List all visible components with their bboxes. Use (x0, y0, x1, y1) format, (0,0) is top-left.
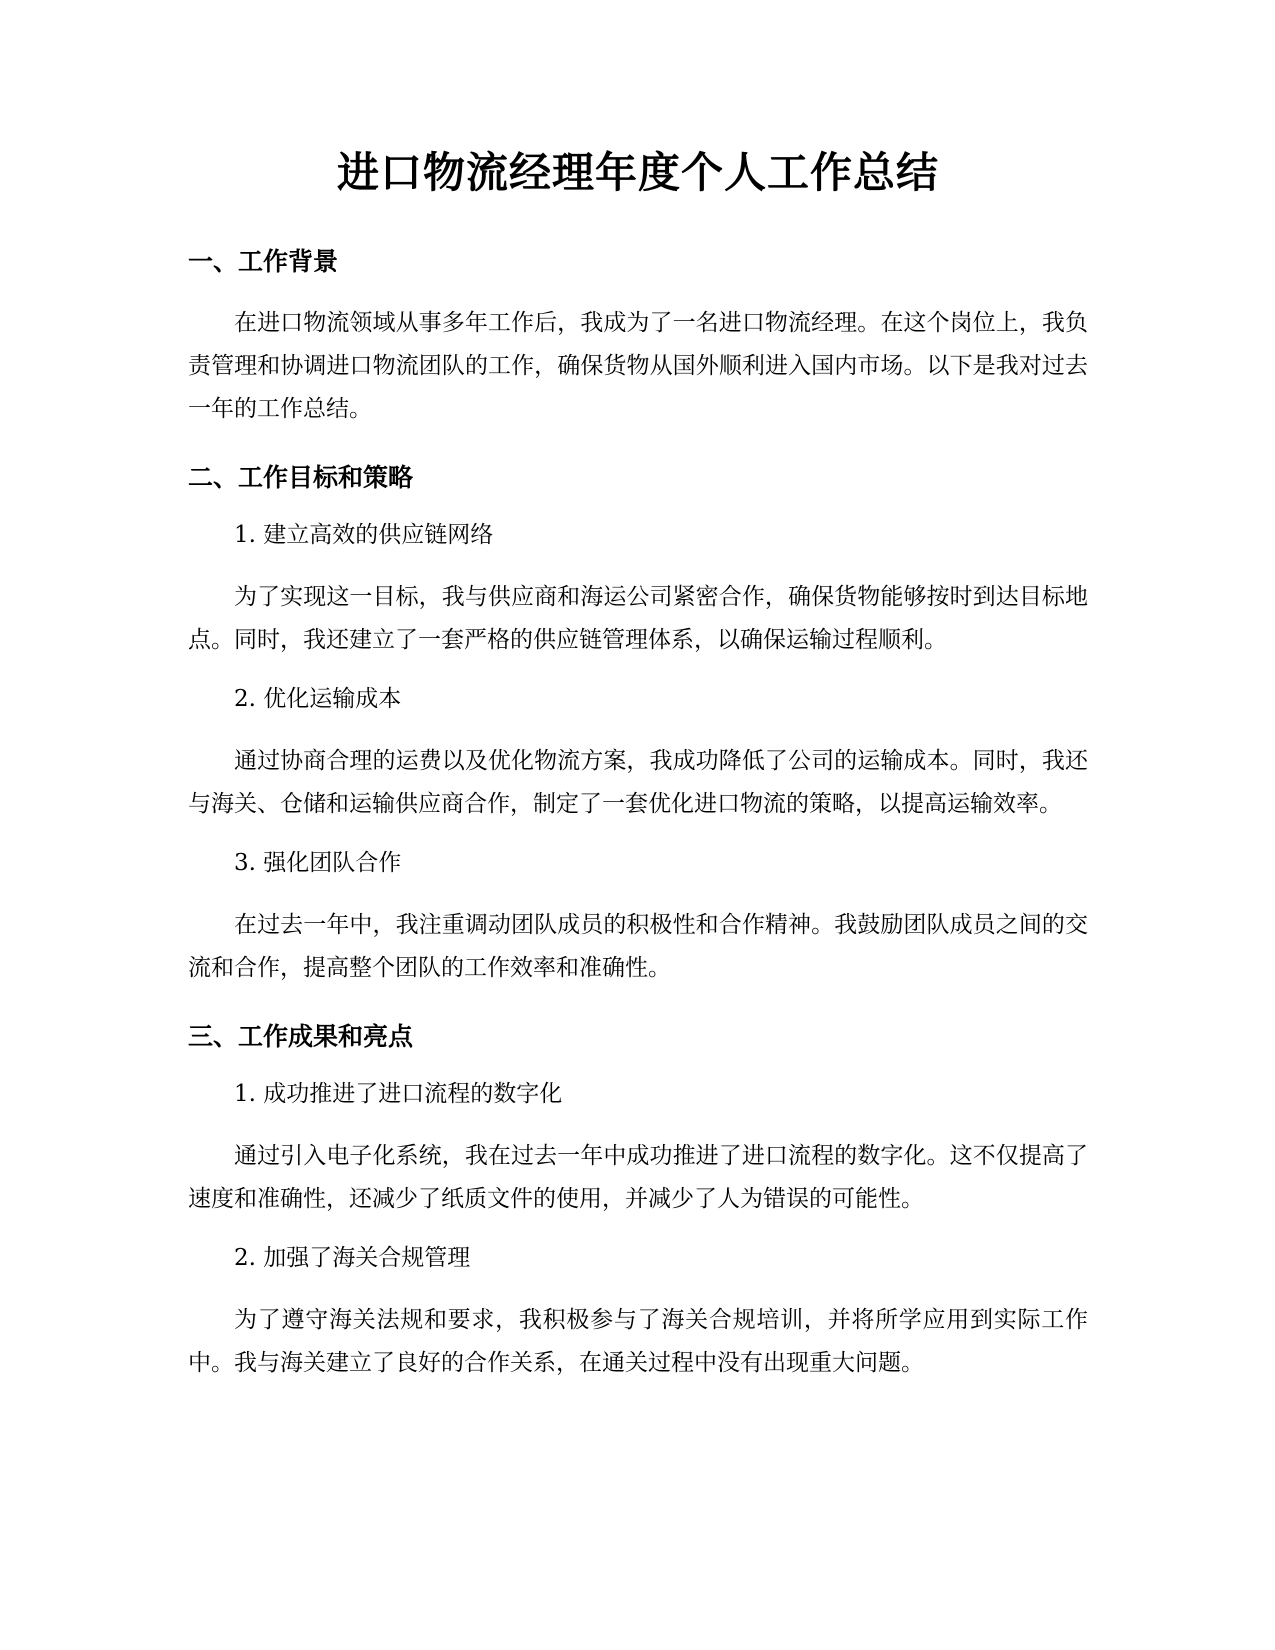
item-title: 1. 建立高效的供应链网络 (234, 522, 494, 548)
item-paragraph: 通过协商合理的运费以及优化物流方案，我成功降低了公司的运输成本。同时，我还与海关、仓储和运输供应商合作，制定了一套优化进口物流的策略，以提高运输效率。 (188, 748, 1088, 817)
item-title: 1. 成功推进了进口流程的数字化 (234, 1081, 563, 1107)
section-intro-paragraph: 在进口物流领域从事多年工作后，我成为了一名进口物流经理。在这个岗位上，我负责管理和协调进口物流团队的工作，确保货物从国外顺利进入国内市场。以下是我对过去一年的工作总结。 (188, 310, 1088, 422)
section-heading: 三、工作成果和亮点 (188, 1022, 414, 1051)
section-goals-strategy (188, 461, 1088, 990)
item-title: 2. 加强了海关合规管理 (234, 1245, 471, 1271)
section-heading: 二、工作目标和策略 (188, 463, 414, 492)
document-title: 进口物流经理年度个人工作总结 (336, 148, 939, 197)
item-title: 3. 强化团队合作 (234, 850, 402, 876)
item-paragraph: 在过去一年中，我注重调动团队成员的积极性和合作精神。我鼓励团队成员之间的交流和合作，提高整个团队的工作效率和准确性。 (188, 912, 1088, 981)
document-page (188, 145, 1088, 1405)
item-title: 2. 优化运输成本 (234, 686, 402, 712)
item-paragraph: 为了遵守海关法规和要求，我积极参与了海关合规培训，并将所学应用到实际工作中。我与海关建立了良好的合作关系，在通关过程中没有出现重大问题。 (188, 1307, 1088, 1376)
section-heading: 一、工作背景 (188, 247, 339, 276)
item-paragraph: 通过引入电子化系统，我在过去一年中成功推进了进口流程的数字化。这不仅提高了速度和准确性，还减少了纸质文件的使用，并减少了人为错误的可能性。 (188, 1143, 1088, 1212)
item-paragraph: 为了实现这一目标，我与供应商和海运公司紧密合作，确保货物能够按时到达目标地点。同时，我还建立了一套严格的供应链管理体系，以确保运输过程顺利。 (188, 584, 1088, 653)
section-background (188, 245, 1088, 431)
section-results-highlights (188, 1020, 1088, 1385)
